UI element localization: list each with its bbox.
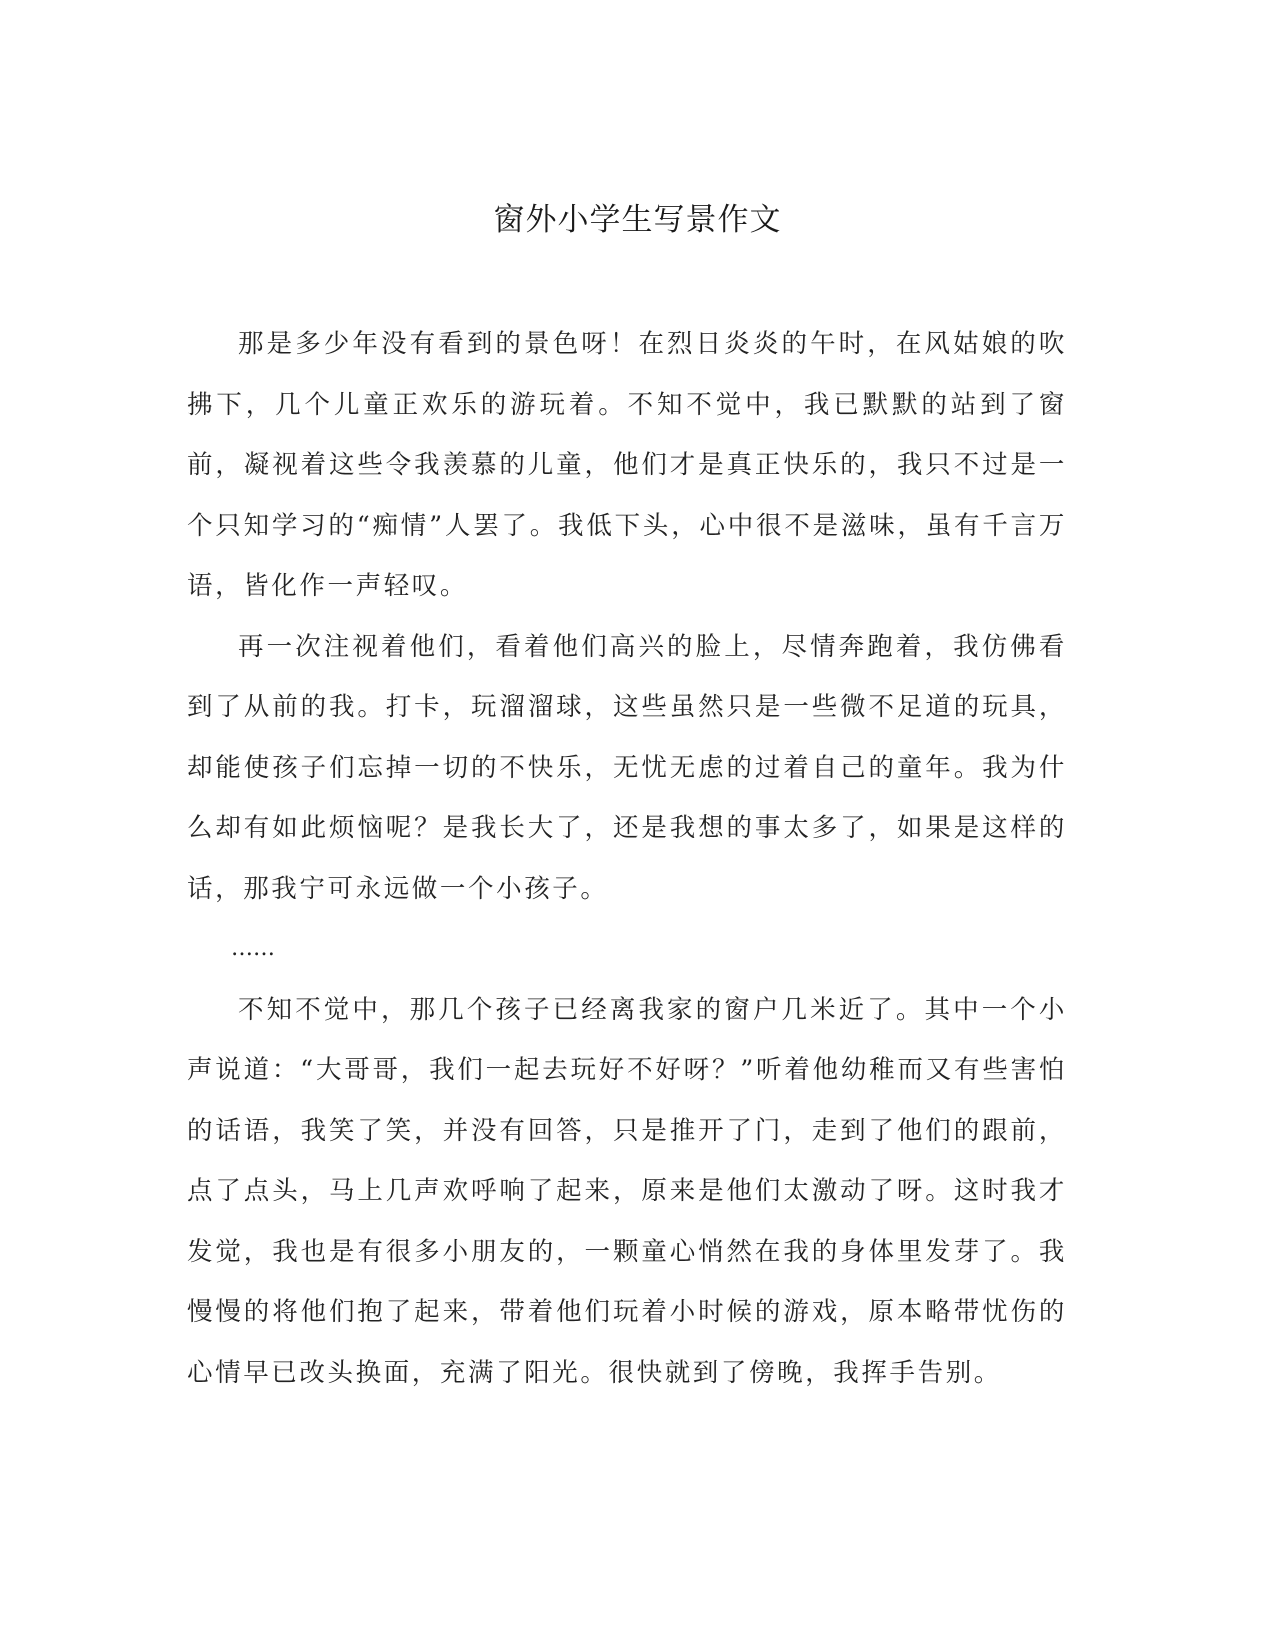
paragraph-ellipsis: ……	[231, 936, 275, 961]
document-title: 窗外小学生写景作文	[493, 202, 782, 238]
paragraph-2: 再一次注视着他们，看着他们高兴的脸上，尽情奔跑着，我仿佛看到了从前的我。打卡，玩溜溜球，这些虽然只是一些微不足道的玩具，却能使孩子们忘掉一切的不快乐，无忧无虑的过着自己的童年。我为什么却有如此烦恼呢？是我长大了，还是我想的事太多了，如果是这样的话，那我宁可永远做一个小孩子。	[187, 631, 1067, 904]
paragraph-1: 那是多少年没有看到的景色呀！在烈日炎炎的午时，在风姑娘的吹拂下，几个儿童正欢乐的游玩着。不知不觉中，我已默默的站到了窗前，凝视着这些令我羡慕的儿童，他们才是真正快乐的，我只不过是一个只知学习的“痴情”人罢了。我低下头，心中很不是滋味，虽有千言万语，皆化作一声轻叹。	[187, 329, 1067, 601]
paragraph-3: 不知不觉中，那几个孩子已经离我家的窗户几米近了。其中一个小声说道：“大哥哥，我们一起去玩好不好呀？”听着他幼稚而又有些害怕的话语，我笑了笑，并没有回答，只是推开了门，走到了他们的跟前，点了点头，马上几声欢呼响了起来，原来是他们太激动了呀。这时我才发觉，我也是有很多小朋友的，一颗童心悄然在我的身体里发芽了。我慢慢的将他们抱了起来，带着他们玩着小时候的游戏，原本略带忧伤的心情早已改头换面，充满了阳光。很快就到了傍晚，我挥手告别。	[187, 994, 1067, 1388]
document-body	[187, 314, 1067, 1403]
